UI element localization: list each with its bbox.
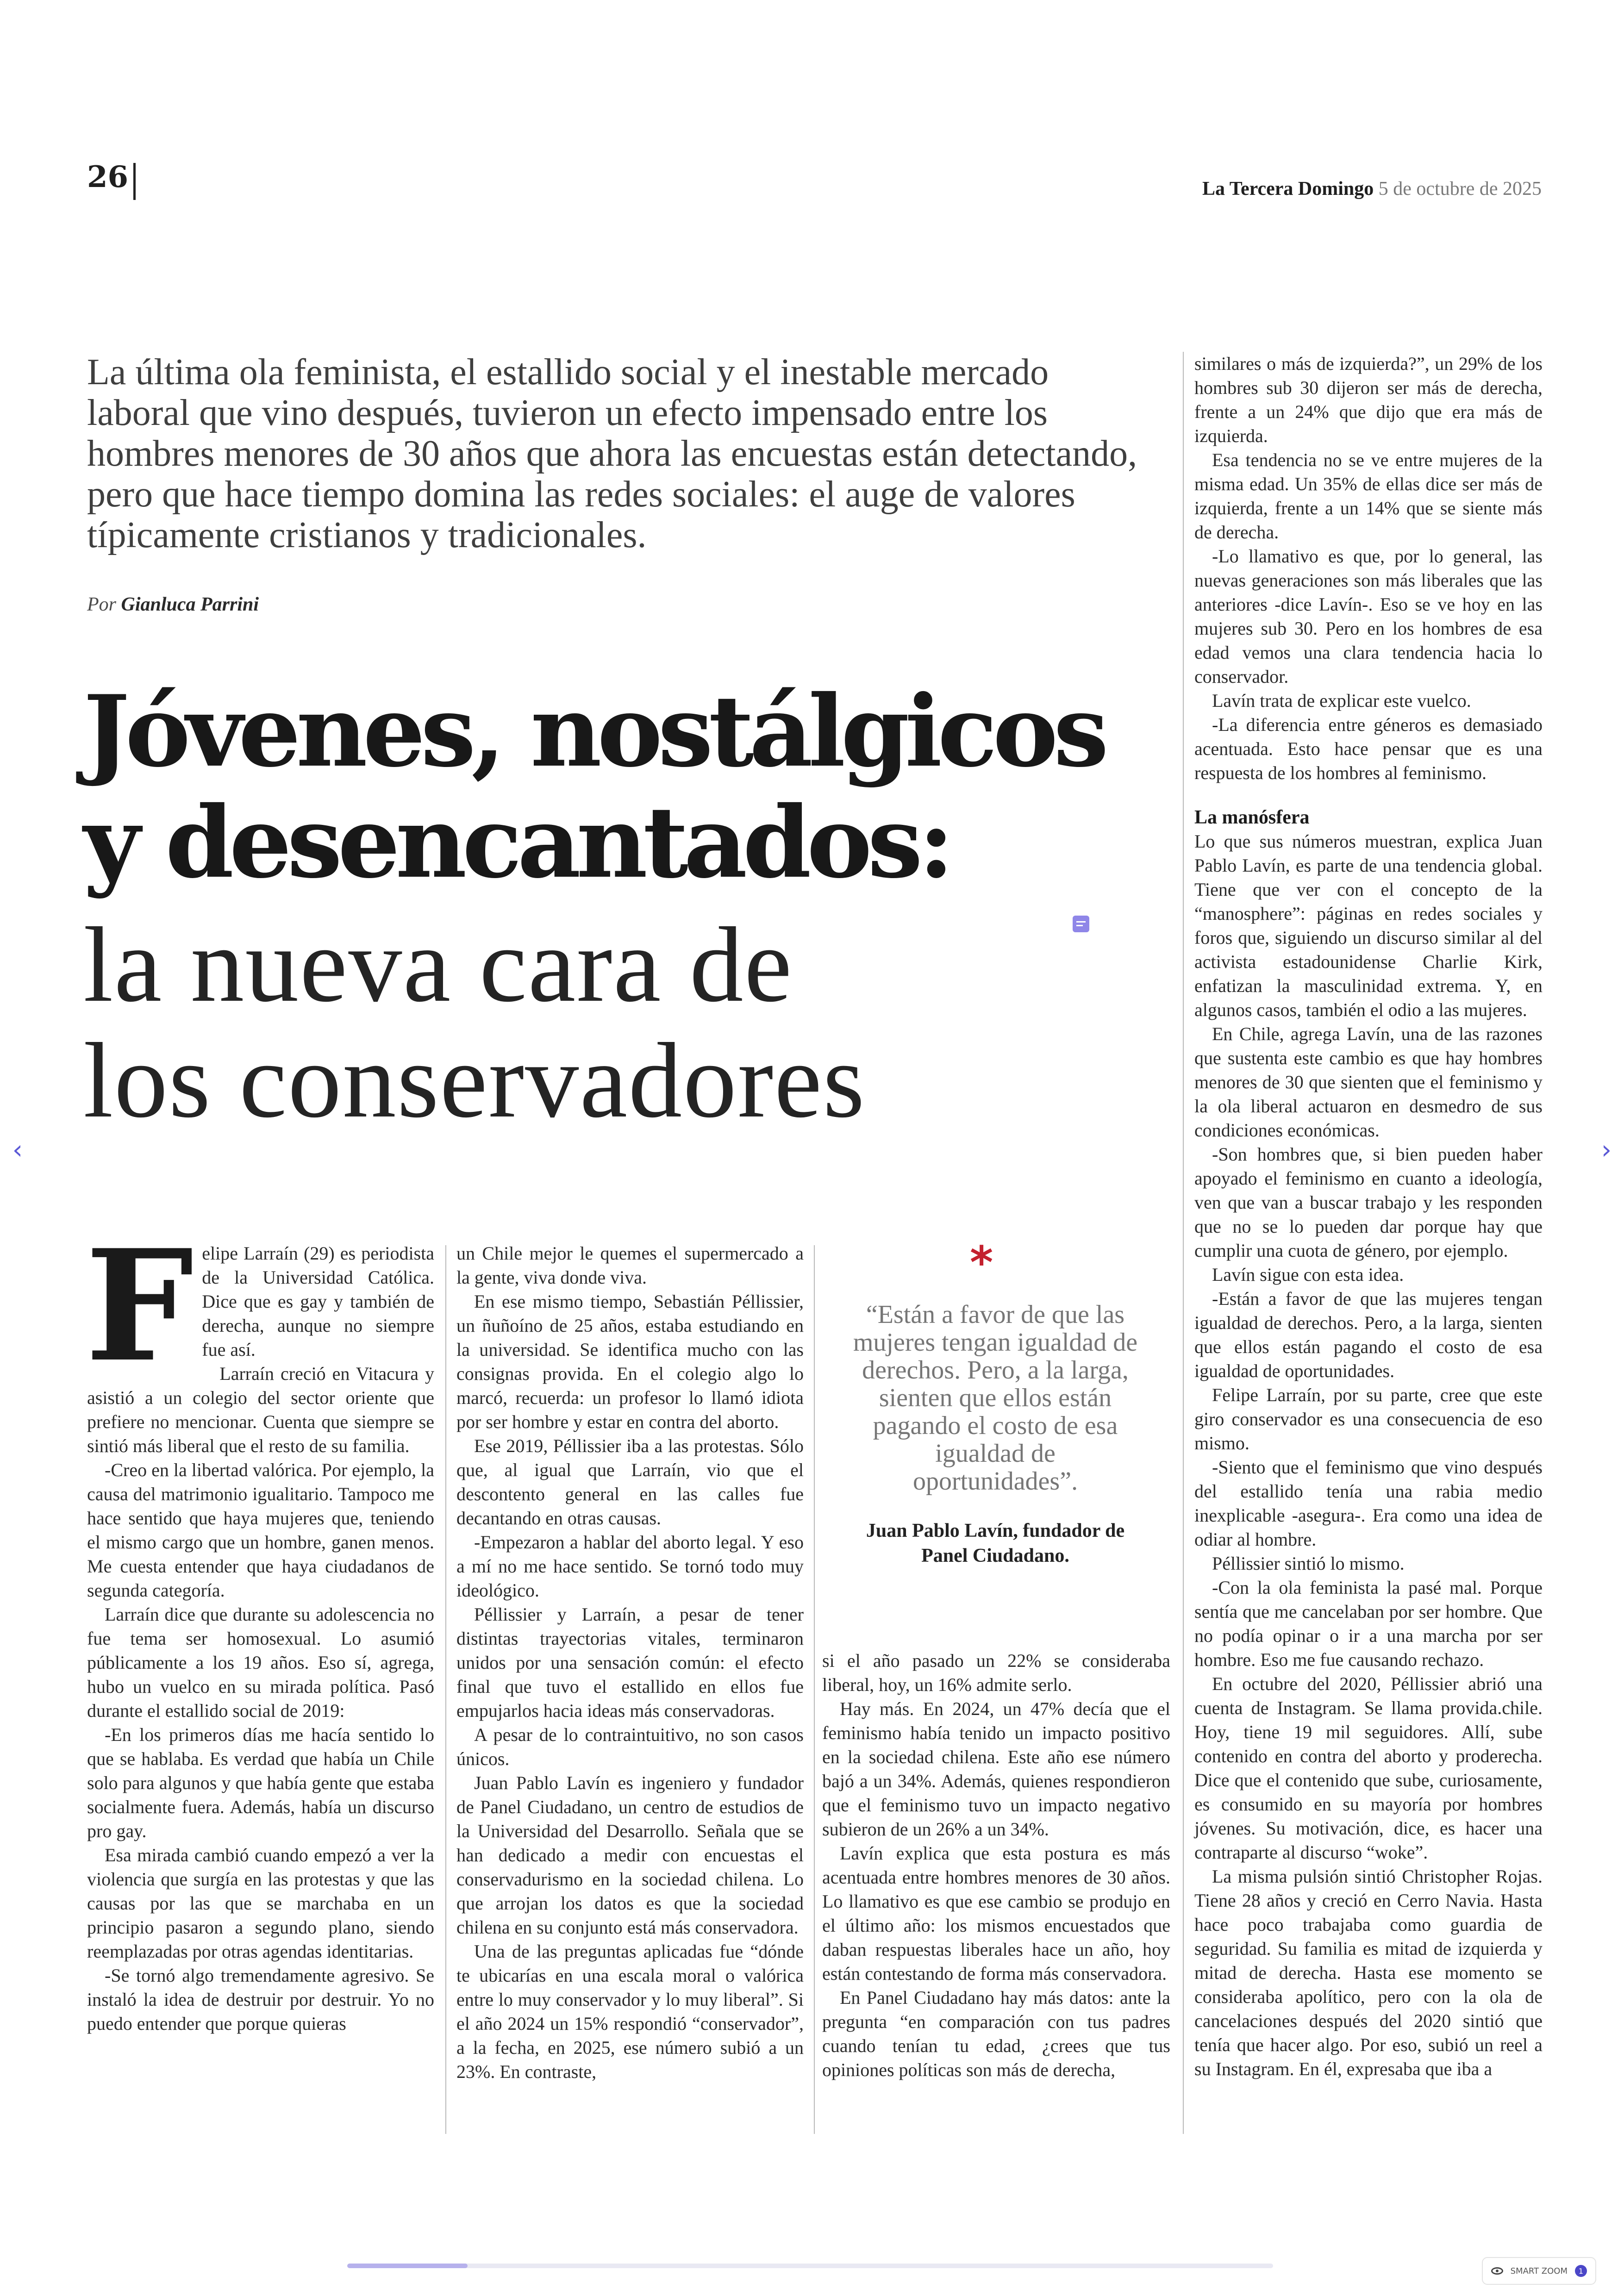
drop-cap: F bbox=[85, 1216, 194, 1396]
asterisk-icon: * bbox=[970, 1237, 993, 1289]
body-column-4 bbox=[1194, 352, 1543, 2081]
body-paragraph: En Chile, agrega Lavín, una de las razones que sustenta este cambio es que hay hombres menores de 30 que sienten que el feminismo y la ola liberal actuaron en desmedro de sus condiciones económicas. bbox=[1194, 1023, 1543, 1141]
pull-quote: “Están a favor de que las mujeres tengan igualdad de derechos. Pero, a la larga, sienten que ellos están pagando el costo de esa igualdad de oportunidades”. bbox=[853, 1300, 1138, 1496]
next-page-button[interactable]: › bbox=[1601, 1135, 1612, 1165]
body-paragraph: -Se tornó algo tremendamente agresivo. Se instaló la idea de destruir por destruir. Yo no puedo entender que porque quieras bbox=[87, 1965, 434, 2034]
subhead: La manósfera bbox=[1194, 807, 1310, 828]
body-paragraph: similares o más de izquierda?”, un 29% de los hombres sub 30 dijeron ser más de derecha, frente a un 24% que dijo que era más de izquierda. bbox=[1194, 353, 1543, 446]
pull-quote-attribution: Juan Pablo Lavín, fundador de Panel Ciudadano. bbox=[866, 1520, 1125, 1566]
body-paragraph: si el año pasado un 22% se consideraba liberal, hoy, un 16% admite serlo. bbox=[822, 1650, 1170, 1695]
body-paragraph: -Están a favor de que las mujeres tengan igualdad de derechos. Pero, a la larga, sienten que ellos están pagando el costo de esa igualdad de oportunidades. bbox=[1194, 1288, 1543, 1381]
header-separator bbox=[133, 163, 136, 200]
byline bbox=[87, 593, 259, 616]
body-paragraph: -Lo llamativo es que, por lo general, las nuevas generaciones son más liberales que las anteriores -dice Lavín-. Eso se ve hoy en las mujeres sub 30. Pero en los hombres de esa edad vemos una clara tendencia hacia lo conservador. bbox=[1194, 546, 1543, 687]
byline-prefix: Por bbox=[87, 594, 121, 615]
body-paragraph: A pesar de lo contraintuitivo, no son casos únicos. bbox=[456, 1724, 804, 1769]
byline-author: Gianluca Parrini bbox=[121, 594, 259, 615]
body-paragraph: Péllissier y Larraín, a pesar de tener distintas trayectorias vitales, terminaron unidos por una sensación común: el efecto final que tuvo el estallido en ellos fue empujarlos hacia ideas más conservadoras. bbox=[456, 1604, 804, 1721]
body-paragraph: Ese 2019, Péllissier iba a las protestas. Sólo que, al igual que Larraín, vio que el descontento general en las calles fue decantando en otras causas. bbox=[456, 1435, 804, 1528]
headline-bold-line-1: Jóvenes, nostálgicos bbox=[83, 674, 1105, 789]
body-paragraph: elipe Larraín (29) es periodista de la Universidad Católica. Dice que es gay y también de derecha, aunque no siempre fue así. bbox=[202, 1243, 434, 1360]
body-paragraph: Esa tendencia no se ve entre mujeres de la misma edad. Un 35% de ellas dice ser más de izquierda, frente a un 14% que se siente más de derecha. bbox=[1194, 449, 1543, 543]
page-progress-fill bbox=[347, 2264, 468, 2268]
column-rule bbox=[445, 1245, 446, 2134]
body-paragraph: La misma pulsión sintió Christopher Rojas. Tiene 28 años y creció en Cerro Navia. Hasta hace poco trabajaba como guardia de seguridad. Su familia es mitad de izquierda y mitad de derecha. Hasta ese momento se consideraba apolítico, pero con la ola de cancelaciones después del 2020 sintió que tenía que hacer algo. Por eso, subió un reel a su Instagram. En él, expresaba que iba a bbox=[1194, 1866, 1543, 2079]
body-paragraph: Lavín explica que esta postura es más acentuada entre hombres menores de 30 años. Lo llamativo es que ese cambio se produjo en el último año: los mismos encuestados que daban respuestas liberales hace un año, hoy están contestando de forma más conservadora. bbox=[822, 1843, 1170, 1984]
body-paragraph: -La diferencia entre géneros es demasiado acentuada. Esto hace pensar que es una respuesta de los hombres al feminismo. bbox=[1194, 714, 1543, 783]
column-rule bbox=[1183, 352, 1184, 2134]
note-icon[interactable] bbox=[1073, 916, 1089, 932]
body-paragraph: -Siento que el feminismo que vino después del estallido tenía una rabia medio inexplicable -asegura-. Era como una idea de odiar al hombre. bbox=[1194, 1457, 1543, 1550]
eye-icon bbox=[1491, 2267, 1503, 2275]
body-column-3 bbox=[822, 1649, 1170, 2082]
body-paragraph: Larraín creció en Vitacura y asistió a un colegio del sector oriente que prefiere no mencionar. Cuenta que siempre se sintió más liberal que el resto de su familia. bbox=[87, 1363, 434, 1456]
smart-zoom-button[interactable] bbox=[1482, 2257, 1596, 2285]
body-column-2 bbox=[456, 1241, 804, 2084]
body-column-1 bbox=[85, 1216, 434, 2036]
issue-date: 5 de octubre de 2025 bbox=[1374, 178, 1542, 200]
lead-paragraph: La última ola feminista, el estallido social y el inestable mercado laboral que vino después, tuvieron un efecto impensado entre los hombres menores de 30 años que ahora las encuestas están detectando, pero que hace tiempo domina las redes sociales: el auge de valores típicamente cristianos y tradicionales. bbox=[87, 352, 1137, 555]
body-paragraph: -Creo en la libertad valórica. Por ejemplo, la causa del matrimonio igualitario. Tampoco me hace sentido que haya mujeres que, teniendo el mismo cargo que un hombre, ganen menos. Me cuesta entender que haya ciudadanos de segunda categoría. bbox=[87, 1459, 434, 1601]
body-paragraph: Lo que sus números muestran, explica Juan Pablo Lavín, es parte de una tendencia global. Tiene que ver con el concepto de la “manosphere”: páginas en redes sociales y foros que, siguiendo un discurso similar al del activista estadounidense Charlie Kirk, enfatizan la masculinidad extrema. Y, en algunos casos, también el odio a las mujeres. bbox=[1194, 831, 1543, 1020]
body-paragraph: Lavín trata de explicar este vuelco. bbox=[1212, 690, 1471, 711]
body-paragraph: Larraín dice que durante su adolescencia no fue tema ser homosexual. Lo asumió públicamente a los 19 años. Eso sí, agrega, hubo un vuelco en su mirada política. Pasó durante el estallido social de 2019: bbox=[87, 1604, 434, 1721]
headline-light-line-1: la nueva cara de bbox=[83, 905, 793, 1024]
body-paragraph: Esa mirada cambió cuando empezó a ver la violencia que surgía en las protestas y que las causas por las que se marchaba en un principio pasaron a segundo plano, siendo reemplazadas por otras agendas identitarias. bbox=[87, 1845, 434, 1962]
body-paragraph: -Empezaron a hablar del aborto legal. Y eso a mí no me hace sentido. Se tornó todo muy ideológico. bbox=[456, 1532, 804, 1601]
body-paragraph: En ese mismo tiempo, Sebastián Péllissier, un ñuñoíno de 25 años, estaba estudiando en la universidad. Se identifica mucho con las consignas provida. En el colegio algo lo marcó, recuerda: un profesor lo llamó idiota por ser hombre y estar en contra del aborto. bbox=[456, 1291, 804, 1432]
body-paragraph: Hay más. En 2024, un 47% decía que el feminismo había tenido un impacto positivo en la sociedad chilena. Este año ese número bajó a un 34%. Además, quienes respondieron que el feminismo tuvo un impacto negativo subieron de un 26% a un 34%. bbox=[822, 1698, 1170, 1840]
smart-zoom-count-badge: 1 bbox=[1575, 2265, 1587, 2277]
body-paragraph: un Chile mejor le quemes el supermercado a la gente, viva donde viva. bbox=[456, 1243, 804, 1288]
body-paragraph: -En los primeros días me hacía sentido lo que se hablaba. Es verdad que había un Chile solo para algunos y que había gente que estaba socialmente fuera. Además, había un discurso pro gay. bbox=[87, 1724, 434, 1841]
body-paragraph: En Panel Ciudadano hay más datos: ante la pregunta “en comparación con tus padres cuando tenían tu edad, ¿crees que tus opiniones políticas son más de derecha, bbox=[822, 1987, 1170, 2080]
body-paragraph: Juan Pablo Lavín es ingeniero y fundador de Panel Ciudadano, un centro de estudios de la Universidad del Desarrollo. Señala que se han dedicado a medir con encuestas el conservadurismo en la sociedad chilena. Lo que arrojan los datos es que la sociedad chilena en su conjunto está más conservadora. bbox=[456, 1772, 804, 1938]
page-number: 26 bbox=[87, 160, 129, 194]
body-paragraph: Felipe Larraín, por su parte, cree que este giro conservador es una consecuencia de eso mismo. bbox=[1194, 1384, 1543, 1453]
page-progress-bar[interactable] bbox=[347, 2264, 1273, 2268]
body-paragraph: -Son hombres que, si bien pueden haber apoyado el feminismo en cuanto a ideología, ven que van a buscar trabajo y les responden que no se lo pueden dar porque hay que cumplir una cuota de género, por ejemplo. bbox=[1194, 1144, 1543, 1261]
publication-name: La Tercera Domingo bbox=[1202, 178, 1374, 200]
headline-bold bbox=[83, 676, 1194, 898]
smart-zoom-label: SMART ZOOM bbox=[1510, 2266, 1568, 2276]
body-paragraph: Lavín sigue con esta idea. bbox=[1212, 1264, 1404, 1285]
body-paragraph: En octubre del 2020, Péllissier abrió una cuenta de Instagram. Se llama provida.chile. Hoy, tiene 19 mil seguidores. Allí, sube contenido en contra del aborto y proderecha. Dice que el contenido que sube, curiosamente, es consumido en su mayoría por hombres jóvenes. Su motivación, dice, es hacer una contraparte al discurso “woke”. bbox=[1194, 1673, 1543, 1863]
headline-bold-line-2: y desencantados: bbox=[83, 785, 950, 900]
body-paragraph: Una de las preguntas aplicadas fue “dónde te ubicarías en una escala moral o valórica entre lo muy conservador y lo muy liberal”. Si el año 2024 un 15% respondió “conservador”, a la fecha, en 2025, ese número subió a un 23%. En contraste, bbox=[456, 1941, 804, 2082]
body-paragraph: Péllissier sintió lo mismo. bbox=[1212, 1553, 1405, 1574]
headline-light-line-2: los conservadores bbox=[83, 1021, 866, 1140]
headline-light bbox=[83, 907, 1194, 1139]
column-rule bbox=[814, 1245, 815, 2134]
masthead bbox=[1202, 178, 1542, 200]
body-paragraph: -Con la ola feminista la pasé mal. Porque sentía que me cancelaban por ser hombre. Que no podía opinar o ir a una marcha por ser hombre. Eso me fue causando rechazo. bbox=[1194, 1577, 1543, 1670]
prev-page-button[interactable]: ‹ bbox=[12, 1135, 23, 1165]
